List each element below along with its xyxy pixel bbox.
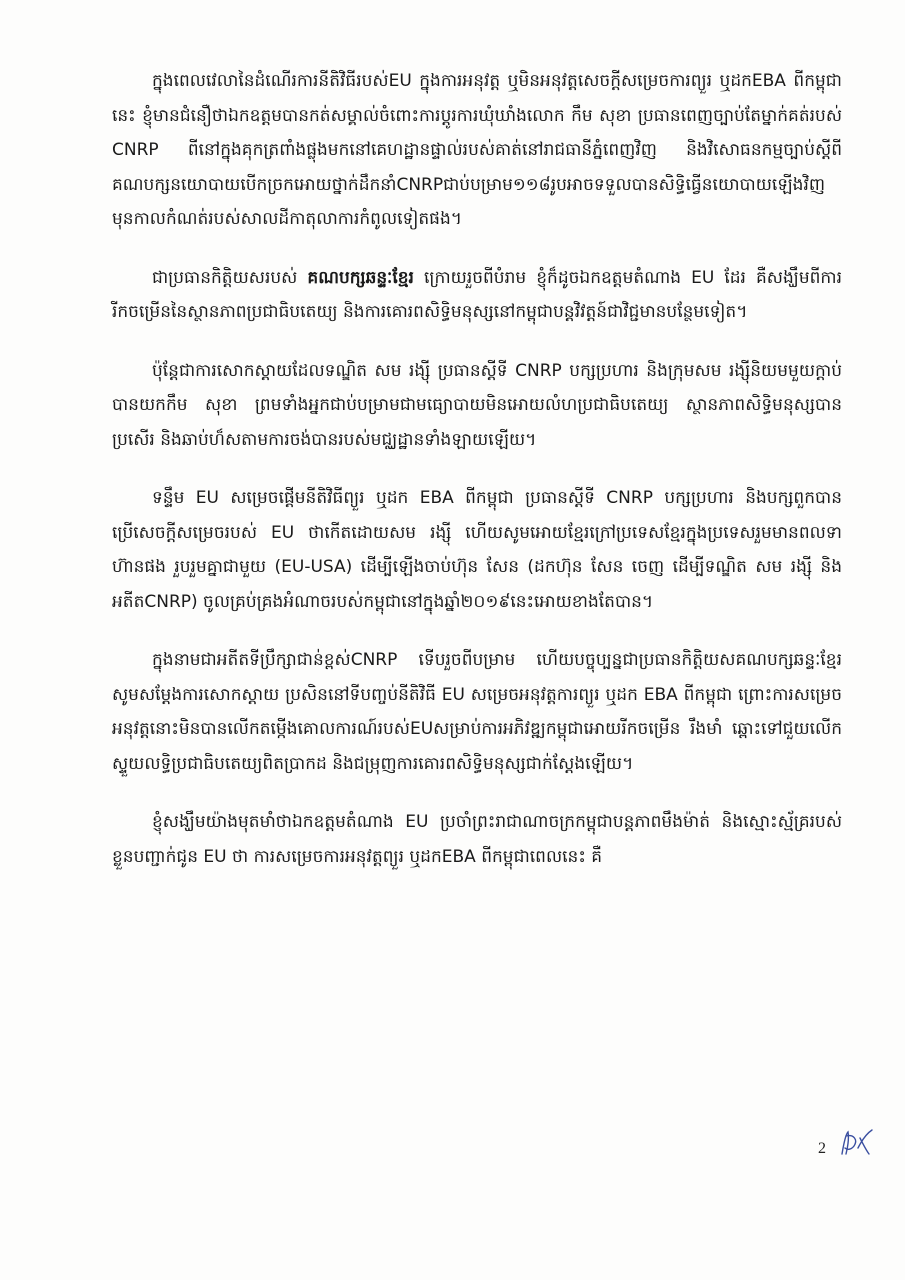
paragraph-3: ប៉ុន្តែជាការសោកស្តាយដែលទណ្ឌិត សម រង្ស៊ី ប្រធានស្តីទី CNRP បក្សប្រហារ និងក្រុមសម រង្ស៊ីនិយមមួយក្តាប់បានយកកឹម សុខា ព្រមទាំងអ្នកជាប់បម្រាមជាមធ្យោបាយមិនអោយលំហប្រជាធិបតេយ្យ ស្ថានភាពសិទ្ធិមនុស្សបានប្រសើរ និងឆាប់ហ៏សតាមការចង់បានរបស់មជ្ឈដ្ឋានទាំងឡាយឡើយ។ bbox=[112, 360, 842, 450]
paragraph-4: ទន្ទឹម EU សម្រេចផ្តើមនីតិវិធីព្យួរ ឬដក EBA ពីកម្ពុជា ប្រធានស្តីទី CNRP បក្សប្រហារ និងបក្សពួកបានប្រើសេចក្តីសម្រេចរបស់ EU ថាកើតដោយសម រង្ស៊ី ហើយសូមអោយខ្មែរក្រៅប្រទេសខ្មែរក្នុងប្រទេសរួមមានពលទាហ៊ានផង រួបរួមគ្នាជាមួយ (EU-USA) ដើម្បីឡើងចាប់ហ៊ុន សែន (ដកហ៊ុន សែន ចេញ ដើម្បីទណ្ឌិត សម រង្ស៊ី និងអតីតCNRP) ចូលគ្រប់គ្រងអំណាចរបស់កម្ពុជានៅក្នុងឆ្នាំ២០១៩នេះអោយខាងតែបាន។ bbox=[112, 488, 842, 612]
paragraph-2-rest: ក្រោយរួចពីបំរាម ខ្ញុំក៏ដូចឯកឧត្តមតំណាង EU ដែរ គឺសង្ឃឹមពីការរីកចម្រើននៃស្ថានភាពប្រជាធិបតេយ្យ និងការគោរពសិទ្ធិមនុស្សនៅកម្ពុជាបន្តវិវត្តន៍ជាវិជ្ជមានបន្ថែមទៀត។ bbox=[112, 267, 842, 322]
paragraph-6: ខ្ញុំសង្ឃឹមយ៉ាងមុតមាំថាឯកឧត្តមតំណាង EU ប្រចាំព្រះរាជាណាចក្រកម្ពុជាបន្តភាពមឹងម៉ាត់ និងស្មោះស្ម័គ្ររបស់ខ្លួនបញ្ជាក់ជូន EU ថា ការសម្រេចការអនុវត្តព្យួរ ឬដកEBA ពីកម្ពុជាពេលនេះ គឺ bbox=[112, 812, 842, 867]
initials-signature-icon bbox=[836, 1128, 878, 1158]
paragraph-2 bbox=[112, 261, 842, 330]
paragraph-2-intro: ជាប្រធានកិត្តិយសរបស់ bbox=[152, 267, 308, 288]
paragraph-1: ក្នុងពេលវេលានៃដំណើរការនីតិវិធីរបស់EU ក្នុងការអនុវត្ត ឬមិនអនុវត្តសេចក្តីសម្រេចការព្យួរ ឬដកEBA ពីកម្ពុជានេះ ខ្ញុំមានជំនឿថាឯកឧត្តមបានកត់សម្គាល់ចំពោះការប្តូរការឃុំឃាំងលោក កឹម សុខា ប្រធានពេញច្បាប់តែម្នាក់គត់របស់ CNRP ពីនៅក្នុងគុកត្រពាំងផ្លុងមកនៅគេហដ្ឋានផ្ទាល់របស់គាត់នៅរាជធានីភ្នំពេញវិញ និងវិសោធនកម្មច្បាប់ស្តីពីគណបក្សនយោបាយបើកច្រកអោយថ្នាក់ដឹកនាំCNRPជាប់បម្រាម១១៨រូបអាចទទួលបានសិទ្ធិធ្វើនយោបាយឡើងវិញមុនកាលកំណត់របស់សាលដីកាតុលាការកំពូលទៀតផង។ bbox=[112, 71, 842, 229]
paragraph-5: ក្នុងនាមជាអតីតទីប្រឹក្សាជាន់ខ្ពស់CNRP ទើបរួចពីបម្រាម ហើយបច្ចុប្បន្នជាប្រធានកិត្តិយសគណបក្សឆន្ទៈខ្មែរ សូមសម្តែងការសោកស្តាយ ប្រសិននៅទីបញ្ចប់នីតិវិធី EU សម្រេចអនុវត្តការព្យួរ ឬដក EBA ពីកម្ពុជា ព្រោះការសម្រេចអនុវត្តនោះមិនបានលើកតម្កើងគោលការណ៍របស់EUសម្រាប់ការអភិវឌ្ឍកម្ពុជាអោយរីកចម្រើន រឹងមាំ ឆ្ពោះទៅជួយលើកស្ទួយលទ្ធិប្រជាធិបតេយ្យពិតប្រាកដ និងជម្រុញការគោរពសិទ្ធិមនុស្សជាក់ស្តែងឡើយ។ bbox=[112, 650, 842, 774]
document-body bbox=[112, 64, 842, 898]
page-number: 2 bbox=[818, 1140, 826, 1157]
party-name: គណបក្សឆន្ទៈខ្មែរ bbox=[307, 267, 414, 288]
